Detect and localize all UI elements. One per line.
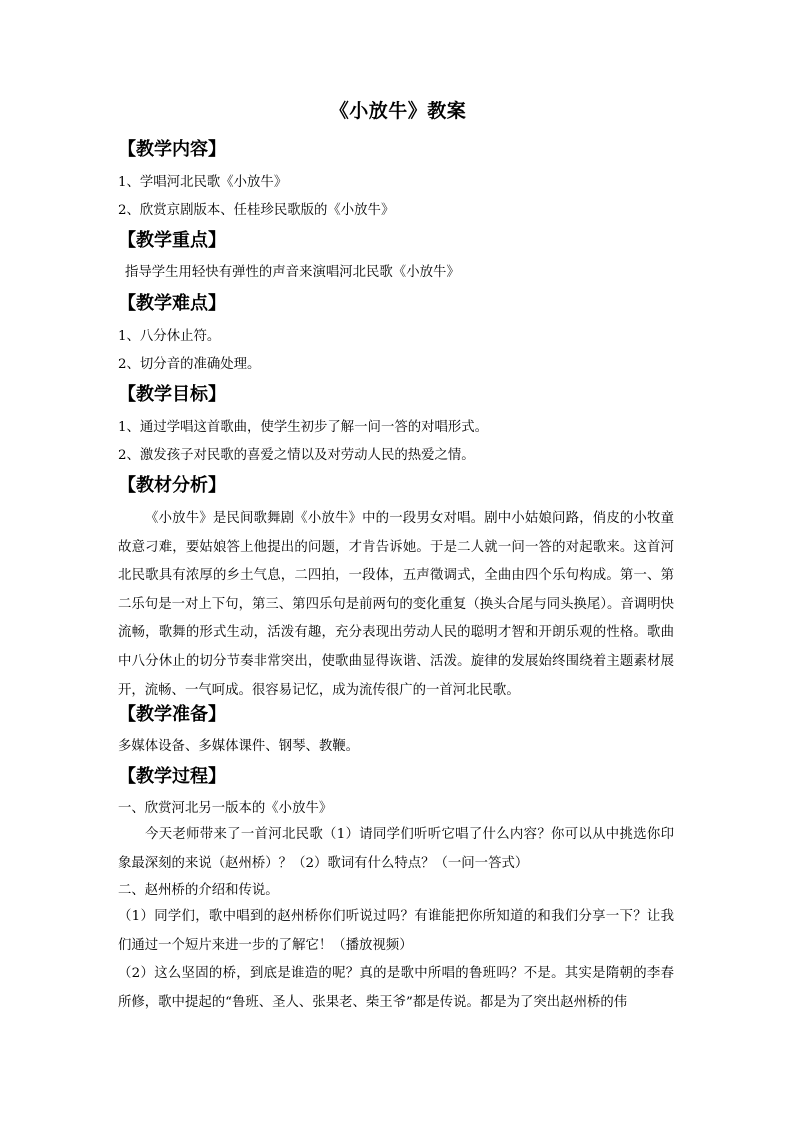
difficulties-item-1: 1、八分休止符。 — [118, 329, 221, 344]
process-step1-text: 今天老师带来了一首河北民歌（1）请同学们听听它唱了什么内容？你可以从中挑选你印象最深刻的来说（赵州桥）？（2）歌词有什么特点？（一问一答式） — [118, 827, 674, 871]
goals-item-2: 2、激发孩子对民歌的喜爱之情以及对劳动人民的热爱之情。 — [118, 448, 475, 463]
section-heading-goals: 【教学目标】 — [118, 384, 226, 405]
key-points-text: 指导学生用轻快有弹性的声音来演唱河北民歌《小放牛》 — [125, 265, 460, 280]
process-step2-question-2: （2）这么坚固的桥，到底是谁造的呢？真的是歌中所唱的鲁班吗？不是。其实是隋朝的李春所修，歌中提起的“鲁班、圣人、张果老、柴王爷”都是传说。都是为了突出赵州桥的伟 — [118, 966, 674, 1010]
document-title: 《小放牛》教案 — [329, 100, 467, 122]
section-heading-key-points: 【教学重点】 — [118, 230, 226, 251]
preparation-text: 多媒体设备、多媒体课件、钢琴、教鞭。 — [118, 739, 360, 754]
goals-item-1: 1、通过学唱这首歌曲，使学生初步了解一问一答的对唱形式。 — [118, 420, 489, 435]
difficulties-item-2: 2、切分音的准确处理。 — [118, 357, 261, 372]
process-step2-title: 二、赵州桥的介绍和传说。 — [118, 883, 279, 898]
section-heading-preparation: 【教学准备】 — [118, 704, 226, 725]
content-item-2: 2、欣赏京剧版本、任桂珍民歌版的《小放牛》 — [118, 203, 395, 218]
section-heading-process: 【教学过程】 — [118, 766, 226, 787]
section-heading-content: 【教学内容】 — [118, 139, 226, 160]
content-item-1: 1、学唱河北民歌《小放牛》 — [118, 175, 288, 190]
analysis-paragraph: 《小放牛》是民间歌舞剧《小放牛》中的一段男女对唱。剧中小姑娘问路，俏皮的小牧童故意刁难，要姑娘答上他提出的问题，才肯告诉她。于是二人就一问一答的对起歌来。这首河北民歌具有浓厚的乡土气息，二四拍，一段体，五声徵调式，全曲由四个乐句构成。第一、第二乐句是一对上下句，第三、第四乐句是前两句的变化重复（换头合尾与同头换尾）。音调明快流畅，歌舞的形式生动，活泼有趣，充分表现出劳动人民的聪明才智和开朗乐观的性格。歌曲中八分休止的切分节奏非常突出，使歌曲显得诙谐、活泼。旋律的发展始终围绕着主题素材展开，流畅、一气呵成。很容易记忆，成为流传很广的一首河北民歌。 — [118, 511, 674, 698]
process-step2-question-1: （1）同学们，歌中唱到的赵州桥你们听说过吗？有谁能把你所知道的和我们分享一下？让我们通过一个短片来进一步的了解它！（播放视频） — [118, 909, 674, 953]
section-heading-difficulties: 【教学难点】 — [118, 293, 226, 314]
section-heading-analysis: 【教材分析】 — [118, 475, 226, 496]
process-step1-title: 一、欣赏河北另一版本的《小放牛》 — [118, 801, 333, 816]
